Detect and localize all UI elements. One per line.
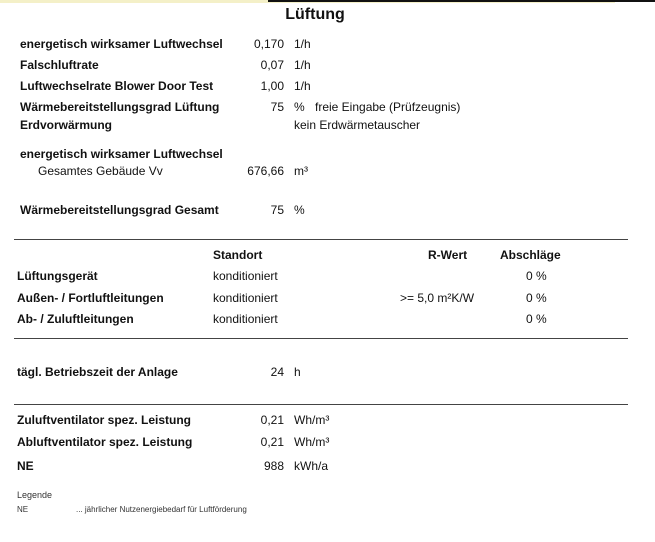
luftwechsel-heading: energetisch wirksamer Luftwechsel xyxy=(20,147,223,161)
table-row-label: Ab- / Zuluftleitungen xyxy=(17,312,134,326)
header-abschlaege: Abschläge xyxy=(500,248,561,262)
top-rule xyxy=(268,0,655,2)
fan-value: 0,21 xyxy=(260,435,284,449)
row-unit: 1/h xyxy=(294,58,311,72)
row-label: energetisch wirksamer Luftwechsel xyxy=(20,37,223,51)
gesamt-label: Wärmebereitstellungsgrad Gesamt xyxy=(20,203,219,217)
row-note: freie Eingabe (Prüfzeugnis) xyxy=(315,100,461,114)
header-rwert: R-Wert xyxy=(428,248,468,262)
table-row-standort: konditioniert xyxy=(213,312,278,326)
legend-abbr: NE xyxy=(17,505,29,514)
table-row-standort: konditioniert xyxy=(213,269,278,283)
legend-text: ... jährlicher Nutzenergiebedarf für Luftförderung xyxy=(76,505,247,514)
table-row-rwert: >= 5,0 m²K/W xyxy=(400,291,475,305)
ne-value: 988 xyxy=(263,459,284,473)
top-bar xyxy=(0,0,655,5)
row-note: kein Erdwärmetauscher xyxy=(294,118,421,132)
legend-title: Legende xyxy=(17,490,53,500)
gebaeude-value: 676,66 xyxy=(247,164,284,178)
table-row-abschlag: 0 % xyxy=(526,269,547,283)
table-row-abschlag: 0 % xyxy=(526,312,547,326)
ne-unit: kWh/a xyxy=(294,459,329,473)
row-unit: 1/h xyxy=(294,37,311,51)
row-label: Wärmebereitstellungsgrad Lüftung xyxy=(20,100,220,114)
betrieb-unit: h xyxy=(294,365,301,379)
page-title: Lüftung xyxy=(285,6,345,23)
betrieb-value: 24 xyxy=(270,365,284,379)
row-unit: % xyxy=(294,100,305,114)
row-value: 0,07 xyxy=(260,58,284,72)
divider xyxy=(14,338,628,339)
table-row-abschlag: 0 % xyxy=(526,291,547,305)
row-value: 0,170 xyxy=(253,37,284,51)
fan-unit: Wh/m³ xyxy=(294,413,330,427)
row-label: Falschluftrate xyxy=(20,58,99,72)
betrieb-label: tägl. Betriebszeit der Anlage xyxy=(17,365,178,379)
row-label: Erdvorwärmung xyxy=(20,118,113,132)
row-value: 75 xyxy=(270,100,284,114)
table-row-label: Außen- / Fortluftleitungen xyxy=(17,291,164,305)
gebaeude-unit: m³ xyxy=(294,164,308,178)
row-value: 1,00 xyxy=(260,79,284,93)
gesamt-value: 75 xyxy=(270,203,284,217)
gesamt-unit: % xyxy=(294,203,305,217)
fan-unit: Wh/m³ xyxy=(294,435,330,449)
gebaeude-label: Gesamtes Gebäude Vv xyxy=(38,164,163,178)
table-row-standort: konditioniert xyxy=(213,291,278,305)
divider xyxy=(14,404,628,405)
fan-value: 0,21 xyxy=(260,413,284,427)
table-row-label: Lüftungsgerät xyxy=(17,269,98,283)
row-label: Luftwechselrate Blower Door Test xyxy=(20,79,214,93)
row-unit: 1/h xyxy=(294,79,311,93)
ne-label: NE xyxy=(17,459,34,473)
divider xyxy=(14,239,628,240)
fan-label: Zuluftventilator spez. Leistung xyxy=(17,413,192,427)
fan-label: Abluftventilator spez. Leistung xyxy=(17,435,193,449)
header-standort: Standort xyxy=(213,248,263,262)
